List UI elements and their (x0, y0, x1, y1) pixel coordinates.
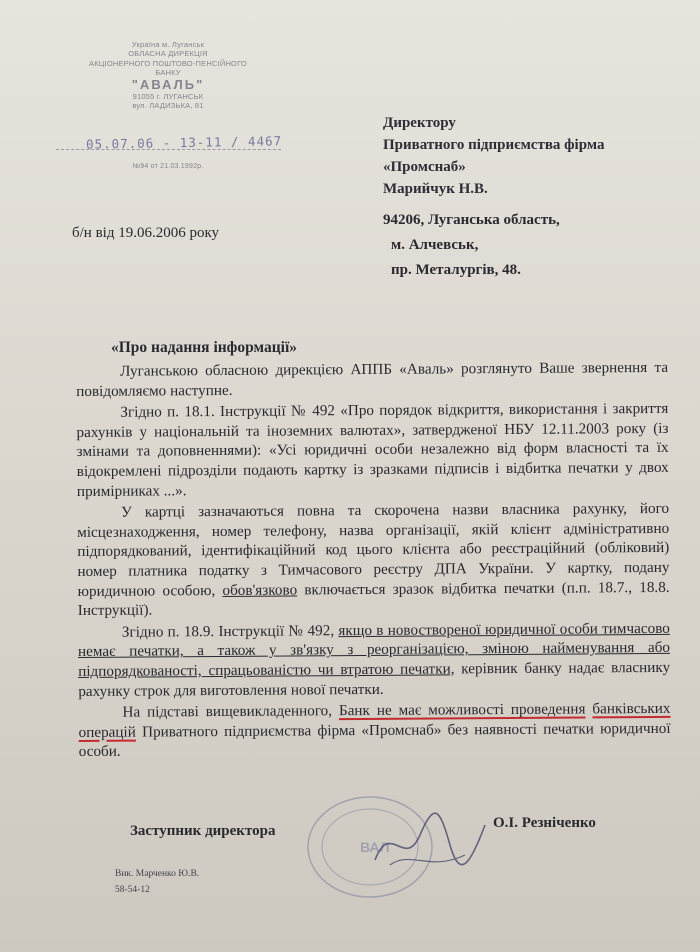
paragraph-text: Згідно п. 18.9. Інструкції № 492, (121, 621, 339, 641)
addressee-block (383, 112, 604, 200)
stamp-line: АКЦІОНЕРНОГО ПОШТОВО-ПЕНСІЙНОГО (89, 58, 247, 68)
addressee-position: Директору (383, 115, 456, 131)
paragraph-text: На підставі вищевикладенного, (122, 702, 340, 721)
outgoing-number (56, 135, 286, 161)
underlined-text: обов'язково (222, 580, 298, 599)
stamp-bank-name: "АВАЛЬ" (131, 76, 205, 92)
address-block (383, 208, 560, 283)
underlined-text: якщо в новоствореної юридичної особи тимчасово немає печатки, а також у зв'язку з реорганізацією, зміною найменування або підпорядкованості, спрацьованістю чи втратою печатки, (77, 619, 671, 680)
paragraph: Луганською обласною дирекцією АППБ «Аваль» розглянуто Ваше звернення та повідомляємо наступне. (76, 358, 669, 400)
stamp-line: ОБЛАСНА ДИРЕКЦІЯ (128, 49, 208, 59)
paragraph-text: У картці зазначаються повна та скорочена назви власника рахунку, його місцезнаходження, номер телефону, назва організації, якій клієнт адміністративно підпорядкований, ідентифікаційний код цього клієнта або реєстраційний (обліковий) номер платника податку з Тимчасового реєстру ДПА України. У картку, подану юридичною особою, (77, 500, 670, 600)
stamp-license: №94 от 21.03.1992р. (132, 163, 204, 170)
executor-name: Вик. Марченко Ю.В. (115, 869, 200, 879)
address-line: м. Алчевськ, (391, 237, 479, 253)
stamp-line: Україна м. Луганськ (131, 40, 205, 49)
signatory-name: О.І. Резніченко (493, 815, 596, 831)
highlighted-text: банківських операцій (78, 699, 671, 741)
paragraph-text: Приватного підприємства фірма «Промснаб» без наявності печатки юридичної особи. (78, 719, 671, 761)
paragraph-text: включається зразок відбитка печатки (п.п. 18.7., 18.8. Інструкції). (77, 578, 670, 620)
reference-number: б/н від 19.06.2006 року (72, 225, 220, 241)
paragraph (78, 699, 670, 762)
paragraph: Згідно п. 18.1. Інструкції № 492 «Про порядок відкриття, використання і закриття рахунків у національній та іноземних валютах», затвердженої НБУ 12.11.2003 року (із змінами та доповненнями): «Усі юридичні особи незалежно від форм власності та їх відокремлені підрозділи подають картку із зразками підписів і відбитка печатки у двох примірниках ...». (76, 400, 669, 500)
stamp-line: БАНКУ (155, 68, 181, 78)
letter-body (76, 358, 671, 764)
paragraph-text: керівник банку надає власнику рахунку строк для виготовлення нової печатки. (78, 658, 671, 700)
stamp-address: 91055 г. ЛУГАНСЬК (132, 91, 204, 101)
executor-phone: 58-54-12 (115, 885, 150, 895)
address-line: пр. Металургів, 48. (391, 262, 521, 278)
stamp-address: вул. ЛАДИЗЬКА, 81 (132, 101, 204, 111)
addressee-company-name: «Промснаб» (383, 159, 466, 175)
svg-text:ВАЛ: ВАЛ (360, 839, 390, 855)
addressee-company: Приватного підприємства фірма (383, 137, 605, 153)
outgoing-number-text: 05.07.06 - 13-11 / 4467 (85, 133, 283, 152)
executor-block (115, 866, 199, 898)
addressee-name: Марийчук Н.В. (383, 181, 488, 197)
letter-subject: «Про надання інформації» (111, 339, 298, 356)
address-line: 94206, Луганська область, (383, 212, 560, 228)
paragraph (77, 499, 670, 621)
letterhead-stamp (48, 40, 288, 180)
signatory-title: Заступник директора (130, 823, 276, 839)
paragraph (78, 619, 671, 702)
signature-scribble-icon (370, 800, 490, 880)
highlighted-text: Банк не має можливості проведення (338, 700, 586, 720)
